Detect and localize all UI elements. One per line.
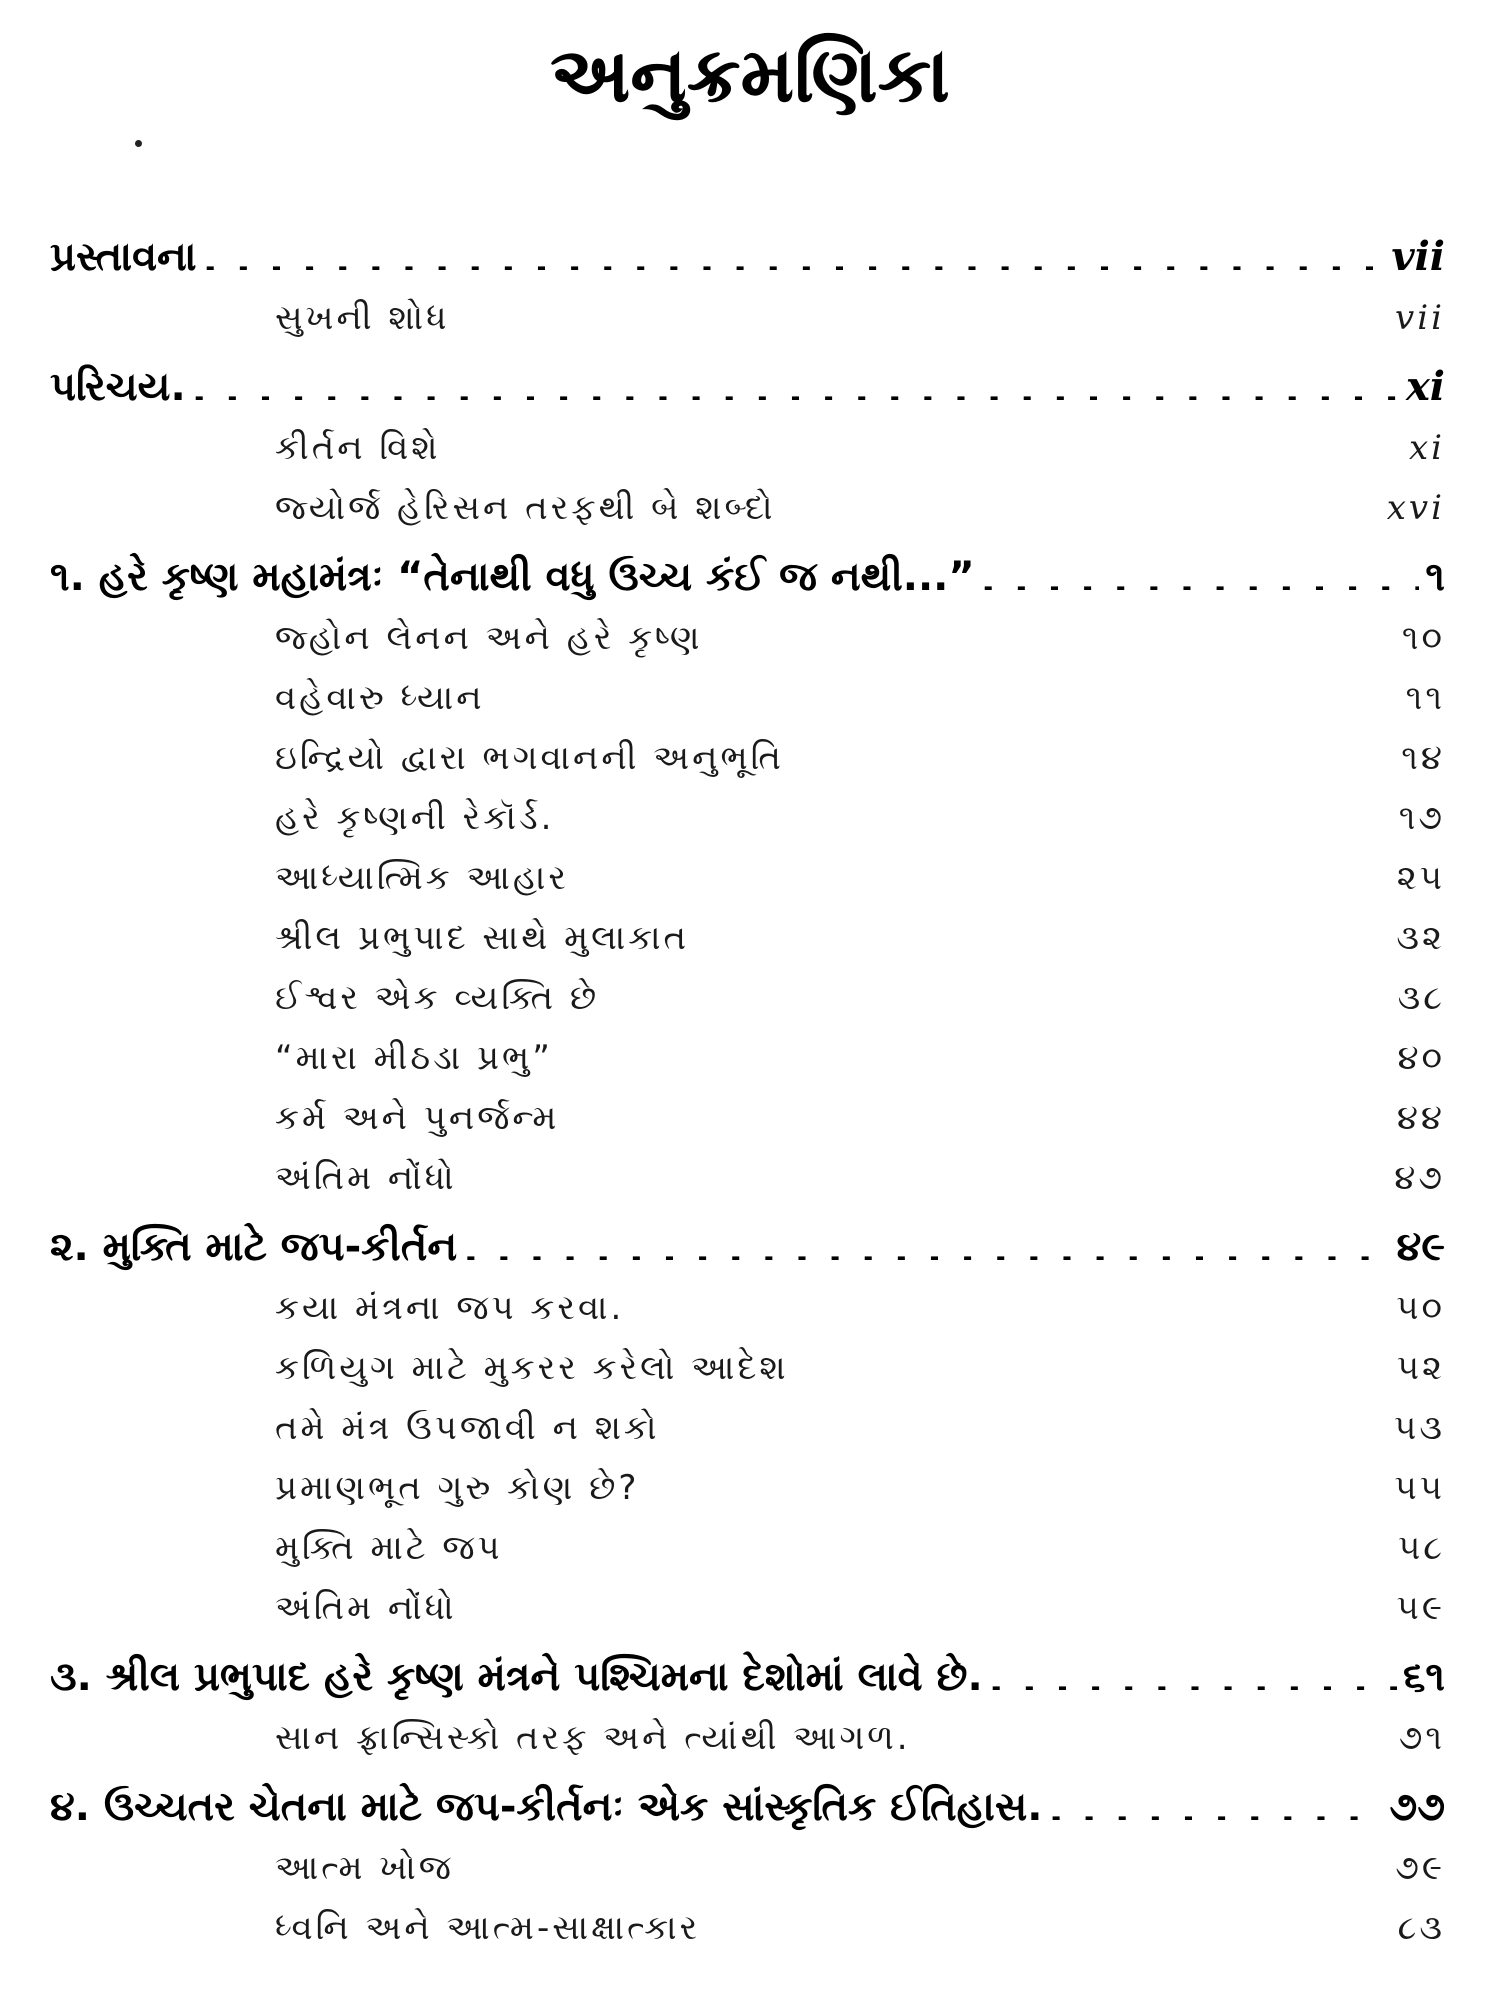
toc-section-entry xyxy=(50,546,1445,608)
toc-page-number: ૭૭ xyxy=(1389,1784,1445,1830)
dot-leader xyxy=(790,735,1395,769)
stray-ink-dot xyxy=(135,140,142,147)
toc-entry-title: આત્મ ખોજ xyxy=(275,1848,454,1888)
dot-leader xyxy=(463,1220,1390,1260)
toc-page-number: ૨૫ xyxy=(1396,858,1445,898)
toc-sub-entry xyxy=(50,288,1445,348)
toc-entry-title: હરે કૃષ્ણની રેકૉર્ડ. xyxy=(275,798,555,838)
toc-sub-entry xyxy=(50,1088,1445,1148)
toc-entry-title: ૧. હરે કૃષ્ણ મહામંત્રઃ “તેનાથી વધુ ઉચ્ચ કંઈ જ નથી...” xyxy=(50,554,975,600)
toc-entry-title: ૨. મુક્તિ માટે જપ-કીર્તન xyxy=(50,1224,458,1270)
toc-entry-title: મુક્તિ માટે જપ xyxy=(275,1528,503,1568)
dot-leader xyxy=(575,855,1391,889)
dot-leader xyxy=(695,915,1390,949)
toc-page-number: ૫૦ xyxy=(1396,1288,1445,1328)
toc-entry-title: શ્રીલ પ્રભુપાદ સાથે મુલાકાત xyxy=(275,918,690,958)
toc-page-number: ૫૩ xyxy=(1394,1408,1445,1448)
dot-leader xyxy=(917,1715,1393,1749)
toc-page-number: ૬૧ xyxy=(1403,1654,1445,1700)
toc-page-number: ૪૭ xyxy=(1394,1158,1445,1198)
toc-entry-title: પ્રમાણભૂત ગુરુ કોણ છે? xyxy=(275,1468,640,1508)
page-title: અનુક્રમણિકા xyxy=(550,30,950,119)
toc-page-number: vii xyxy=(1395,298,1445,338)
toc-sub-entry xyxy=(50,728,1445,788)
toc-section-entry xyxy=(50,356,1445,418)
toc-page-number: xvi xyxy=(1386,488,1445,528)
toc-sub-entry xyxy=(50,1278,1445,1338)
toc-entry-title: ઇન્દ્રિયો દ્વારા ભગવાનની અનુભૂતિ xyxy=(275,738,784,778)
toc-sub-entry xyxy=(50,788,1445,848)
toc-page-number: ૧ xyxy=(1425,554,1445,600)
toc-page-number: ૧૪ xyxy=(1401,738,1445,778)
dot-leader xyxy=(560,795,1392,829)
toc-page-number: ૫૨ xyxy=(1396,1348,1445,1388)
toc-entry-title: ૪. ઉચ્ચતર ચેતના માટે જપ-કીર્તનઃ એક સાંસ્કૃતિક ઈતિહાસ. xyxy=(50,1784,1043,1830)
dot-leader xyxy=(559,1035,1392,1069)
dot-leader xyxy=(605,975,1392,1009)
toc-page-number: ૪૯ xyxy=(1396,1224,1445,1270)
toc-sub-entry xyxy=(50,608,1445,668)
toc-page-number: ૫૮ xyxy=(1397,1528,1445,1568)
toc-entry-title: આધ્યાત્મિક આહાર xyxy=(275,858,569,898)
toc-page-number: ૩૮ xyxy=(1397,978,1445,1018)
toc-entry-title: ઈશ્વર એક વ્યક્તિ છે xyxy=(275,978,600,1018)
toc-entry-title: ધ્વનિ અને આત્મ-સાક્ષાત્કાર xyxy=(275,1908,701,1948)
dot-leader xyxy=(989,1650,1397,1690)
table-of-contents xyxy=(50,218,1445,1958)
toc-page-number: ૫૫ xyxy=(1394,1468,1445,1508)
toc-page-number: xi xyxy=(1408,428,1445,468)
toc-entry-title: અંતિમ નોંધો xyxy=(275,1588,457,1628)
dot-leader xyxy=(447,425,1403,459)
dot-leader xyxy=(455,295,1389,329)
toc-sub-entry xyxy=(50,1708,1445,1768)
toc-sub-entry xyxy=(50,1578,1445,1638)
toc-sub-entry xyxy=(50,908,1445,968)
toc-entry-title: પ્રસ્તાવના xyxy=(50,234,197,280)
toc-page-number: ૧૦ xyxy=(1401,618,1445,658)
toc-section-entry xyxy=(50,1776,1445,1838)
toc-entry-title: સુખની શોધ xyxy=(275,298,450,338)
dot-leader xyxy=(463,1585,1391,1619)
toc-entry-title: કર્મ અને પુનર્જન્મ xyxy=(275,1098,560,1138)
toc-sub-entry xyxy=(50,968,1445,1028)
toc-sub-entry xyxy=(50,1338,1445,1398)
toc-section-entry xyxy=(50,1646,1445,1708)
toc-entry-title: કીર્તન વિશે xyxy=(275,428,441,468)
toc-section-entry xyxy=(50,1216,1445,1278)
dot-leader xyxy=(509,1525,1392,1559)
toc-sub-entry xyxy=(50,418,1445,478)
toc-page-number: ૩૨ xyxy=(1396,918,1445,958)
toc-page-number: xi xyxy=(1405,363,1445,410)
toc-sub-entry xyxy=(50,1898,1445,1958)
toc-sub-entry xyxy=(50,848,1445,908)
toc-page-number: ૭૯ xyxy=(1395,1848,1445,1888)
dot-leader xyxy=(981,550,1420,590)
toc-sub-entry xyxy=(50,478,1445,538)
dot-leader xyxy=(1048,1780,1383,1820)
toc-entry-title: પરિચય. xyxy=(50,364,186,410)
toc-entry-title: “મારા મીઠડા પ્રભુ” xyxy=(275,1038,553,1078)
toc-page-number: ૪૦ xyxy=(1397,1038,1445,1078)
toc-sub-entry xyxy=(50,1148,1445,1208)
toc-entry-title: તમે મંત્ર ઉપજાવી ન શકો xyxy=(275,1408,660,1448)
dot-leader xyxy=(565,1095,1390,1129)
toc-sub-entry xyxy=(50,1458,1445,1518)
toc-entry-title: કયા મંત્રના જપ કરવા. xyxy=(275,1288,625,1328)
toc-sub-entry xyxy=(50,1028,1445,1088)
dot-leader xyxy=(645,1465,1388,1499)
toc-sub-entry xyxy=(50,1518,1445,1578)
dot-leader xyxy=(665,1405,1388,1439)
toc-sub-entry xyxy=(50,1398,1445,1458)
toc-page-number: ૧૧ xyxy=(1405,678,1445,718)
dot-leader xyxy=(192,360,1400,400)
dot-leader xyxy=(463,1155,1389,1189)
toc-entry-title: વહેવારુ ધ્યાન xyxy=(275,678,485,718)
dot-leader xyxy=(460,1845,1389,1879)
toc-page-number: ૮૩ xyxy=(1397,1908,1445,1948)
dot-leader xyxy=(709,615,1396,649)
toc-entry-title: જ્યોર્જ હેરિસન તરફથી બે શબ્દો xyxy=(275,488,776,528)
toc-entry-title: જ્હોન લેનન અને હરે કૃષ્ણ xyxy=(275,618,703,658)
toc-entry-title: અંતિમ નોંધો xyxy=(275,1158,457,1198)
toc-page-number: vii xyxy=(1391,233,1445,280)
toc-entry-title: સાન ફ્રાન્સિસ્કો તરફ અને ત્યાંથી આગળ. xyxy=(275,1718,911,1758)
toc-entry-title: ૩. શ્રીલ પ્રભુપાદ હરે કૃષ્ણ મંત્રને પશ્ચિમના દેશોમાં લાવે છે. xyxy=(50,1654,983,1700)
dot-leader xyxy=(782,485,1381,519)
toc-page-number: ૧૭ xyxy=(1398,798,1445,838)
toc-page-number: ૪૪ xyxy=(1396,1098,1445,1138)
toc-entry-title: કળિયુગ માટે મુકરર કરેલો આદેશ xyxy=(275,1348,789,1388)
dot-leader xyxy=(706,1905,1391,1939)
toc-sub-entry xyxy=(50,668,1445,728)
toc-section-entry xyxy=(50,226,1445,288)
dot-leader xyxy=(203,230,1386,270)
toc-page-number: ૭૧ xyxy=(1398,1718,1445,1758)
toc-sub-entry xyxy=(50,1838,1445,1898)
dot-leader xyxy=(491,675,1400,709)
toc-page-number: ૫૯ xyxy=(1396,1588,1445,1628)
dot-leader xyxy=(795,1345,1391,1379)
dot-leader xyxy=(630,1285,1390,1319)
